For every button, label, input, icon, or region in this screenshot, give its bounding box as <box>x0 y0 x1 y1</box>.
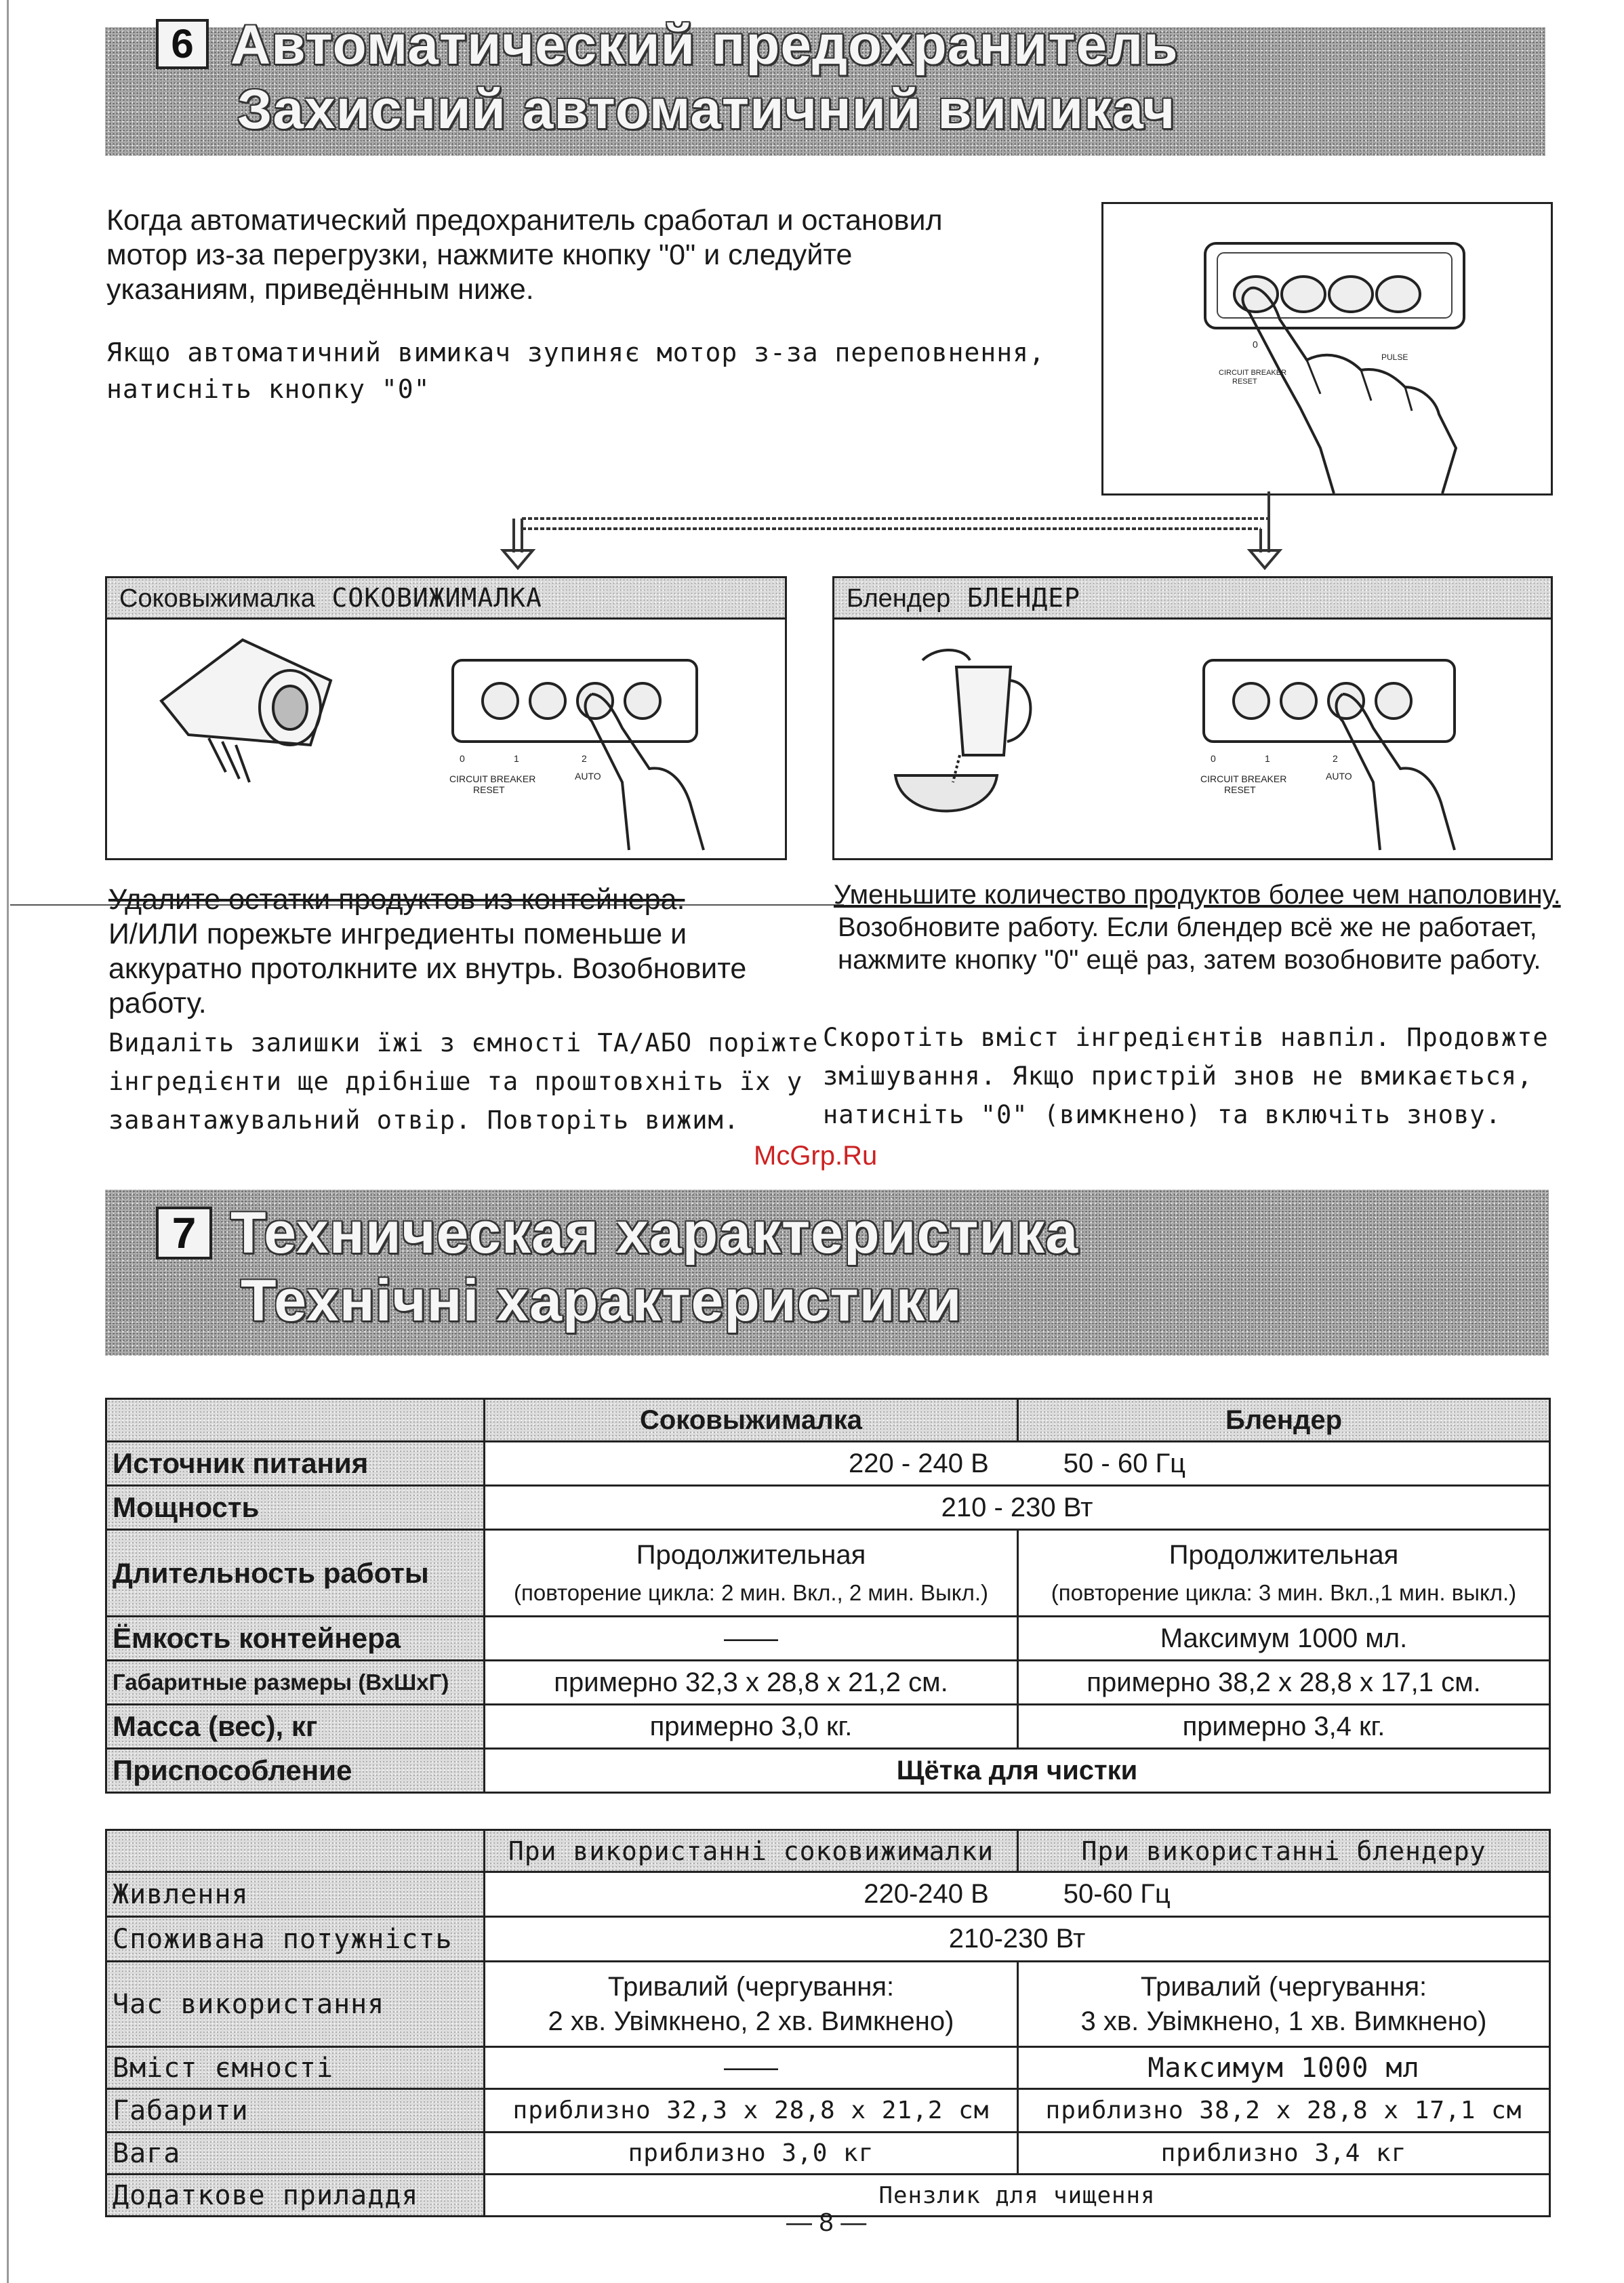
intro-ru-line: мотор из-за перегрузки, нажмите кнопку "0" и следуйте <box>106 239 853 271</box>
blender-ru-line: Уменьшите количество продуктов более чем наполовину. <box>834 880 1561 910</box>
svg-text:RESET: RESET <box>473 784 505 795</box>
svg-text:1: 1 <box>1265 753 1270 764</box>
svg-text:2: 2 <box>582 753 587 764</box>
size-label: Габаритные размеры (ВхШхГ) <box>106 1661 485 1705</box>
duration-juicer <box>485 1530 1018 1617</box>
juicer-ru-line: работу. <box>108 987 207 1019</box>
duration-juicer <box>485 1962 1018 2047</box>
capacity-label: Вміст ємності <box>106 2047 485 2089</box>
label-reset: RESET <box>1232 378 1257 386</box>
duration-label: Длительность работы <box>106 1530 485 1617</box>
juicer-ua-line: інгредієнти ще дрібніше та проштовхніть їх у <box>108 1067 803 1096</box>
mass-blender: примерно 3,4 кг. <box>1018 1705 1550 1749</box>
size-blender: примерно 38,2 х 28,8 х 17,1 см. <box>1018 1661 1550 1705</box>
label-pulse: PULSE <box>1381 352 1408 362</box>
duration-juicer-note: (повторение цикла: 2 мин. Вкл., 2 мин. Выкл.) <box>513 1580 989 1605</box>
section7-number: 7 <box>156 1207 212 1259</box>
label-0: 0 <box>1253 339 1258 350</box>
juicer-ua-line: завантажувальний отвір. Повторіть вижим. <box>108 1106 740 1135</box>
svg-text:CIRCUIT BREAKER: CIRCUIT BREAKER <box>1200 773 1287 784</box>
capacity-blender: Максимум 1000 мл. <box>1018 1617 1550 1661</box>
intro-ua-line: натисніть кнопку "0" <box>106 374 430 404</box>
juicer-ru-line: Удалите остатки продуктов из контейнера. <box>108 883 685 916</box>
spec-table-ua <box>105 1829 1551 2217</box>
svg-text:RESET: RESET <box>1224 784 1256 795</box>
duration-juicer-main: Продолжительная <box>636 1540 866 1570</box>
juicer-ru-line: И/ИЛИ порежьте ингредиенты поменьше и <box>108 918 687 950</box>
blender-ru-line: нажмите кнопку "0" ещё раз, затем возобновите работу. <box>838 945 1541 975</box>
size-juicer: примерно 32,3 х 28,8 х 21,2 см. <box>485 1661 1018 1705</box>
blender-title-ua: БЛЕНДЕР <box>967 583 1080 613</box>
svg-text:AUTO: AUTO <box>1326 771 1352 782</box>
accessory-value: Пензлик для чищення <box>485 2175 1550 2217</box>
watermark: McGrp.Ru <box>754 1141 878 1171</box>
duration-label: Час використання <box>106 1962 485 2047</box>
blender-ru-line: Возобновите работу. Если блендер всё же не работает, <box>838 912 1537 942</box>
duration-blender <box>1018 1962 1550 2047</box>
blender-panel-header <box>834 578 1551 620</box>
duration-juicer-line: 2 хв. Увімкнено, 2 хв. Вимкнено) <box>548 2006 954 2036</box>
blender-drawing-icon <box>834 620 1551 857</box>
juicer-ru-line: аккуратно протолкните их внутрь. Возобновите <box>108 952 747 985</box>
col-juicer: Соковыжималка <box>485 1399 1018 1442</box>
header-empty-cell <box>106 1830 485 1872</box>
power-value <box>485 1872 1550 1917</box>
svg-text:AUTO: AUTO <box>575 771 601 782</box>
power-label: Источник питания <box>106 1442 485 1486</box>
intro-ua-line: Якщо автоматичний вимикач зупиняє мотор з-за переповнення, <box>106 338 1045 367</box>
svg-text:1: 1 <box>514 753 519 764</box>
blender-panel <box>832 576 1553 860</box>
mass-juicer: приблизно 3,0 кг <box>485 2133 1018 2175</box>
svg-text:2: 2 <box>1333 753 1338 764</box>
juicer-panel-header <box>107 578 785 620</box>
intro-ru-line: Когда автоматический предохранитель сработал и остановил <box>106 204 943 237</box>
header-empty-cell <box>106 1399 485 1442</box>
intro-ru-line: указаниям, приведённым ниже. <box>106 273 534 306</box>
col-juicer: При використанні соковижималки <box>485 1830 1018 1872</box>
juicer-drawing-icon <box>107 620 785 857</box>
watt-value: 210 - 230 Вт <box>485 1486 1550 1530</box>
size-juicer: приблизно 32,3 х 28,8 х 21,2 см <box>485 2089 1018 2133</box>
duration-blender-line: Тривалий (чергування: <box>1140 1971 1427 2002</box>
mass-label: Масса (вес), кг <box>106 1705 485 1749</box>
watt-value: 210-230 Вт <box>485 1917 1550 1962</box>
duration-juicer-line: Тривалий (чергування: <box>607 1971 895 2002</box>
juicer-text-ru <box>108 883 746 1021</box>
spec-table-ru <box>105 1398 1551 1794</box>
juicer-text-ua <box>108 1024 818 1139</box>
svg-text:CIRCUIT BREAKER: CIRCUIT BREAKER <box>449 773 536 784</box>
duration-blender-line: 3 хв. Увімкнено, 1 хв. Вимкнено) <box>1080 2006 1487 2036</box>
blender-ua-line: Скоротіть вміст інгредієнтів навпіл. Продовжте <box>823 1023 1549 1052</box>
blender-text-ru <box>834 878 1561 976</box>
mass-juicer: примерно 3,0 кг. <box>485 1705 1018 1749</box>
accessory-label: Додаткове приладдя <box>106 2175 485 2217</box>
section6-number: 6 <box>156 19 209 69</box>
power-volt: 220 - 240 В <box>848 1448 989 1478</box>
power-hz: 50 - 60 Гц <box>1063 1448 1186 1478</box>
power-volt: 220-240 В <box>864 1879 989 1909</box>
duration-blender-note: (повторение цикла: 3 мин. Вкл.,1 мин. выкл.) <box>1051 1580 1517 1605</box>
capacity-juicer: —— <box>485 1617 1018 1661</box>
page-number: — 8 — <box>786 2208 867 2237</box>
capacity-label: Ёмкость контейнера <box>106 1617 485 1661</box>
power-label: Живлення <box>106 1872 485 1917</box>
svg-text:0: 0 <box>1211 753 1216 764</box>
power-value <box>485 1442 1550 1486</box>
col-blender: Блендер <box>1018 1399 1550 1442</box>
section6-title-ru: Автоматический предохранитель <box>230 14 1179 76</box>
blender-text-ua <box>823 1018 1549 1134</box>
blender-ua-line: змішування. Якщо пристрій знов не вмикається, <box>823 1062 1533 1091</box>
svg-text:0: 0 <box>460 753 465 764</box>
section7-title-ru: Техническая характеристика <box>230 1200 1079 1266</box>
watt-label: Споживана потужність <box>106 1917 485 1962</box>
blender-ua-line: натисніть "0" (вимкнено) та включіть знову. <box>823 1100 1501 1129</box>
section7-banner <box>105 1190 1549 1356</box>
label-circuit: CIRCUIT BREAKER <box>1219 369 1287 377</box>
accessory-label: Приспособление <box>106 1749 485 1793</box>
watt-label: Мощность <box>106 1486 485 1530</box>
power-hz: 50-60 Гц <box>1063 1879 1171 1909</box>
capacity-juicer: —— <box>485 2047 1018 2089</box>
mass-label: Вага <box>106 2133 485 2175</box>
section6-title-ua: Захисний автоматичний вимикач <box>237 79 1176 140</box>
flow-arrows <box>0 0 1624 583</box>
juicer-panel <box>105 576 787 860</box>
col-blender: При використанні блендеру <box>1018 1830 1550 1872</box>
juicer-title-ru: Соковыжималка <box>119 584 315 613</box>
accessory-value: Щётка для чистки <box>485 1749 1550 1793</box>
capacity-blender: Максимум 1000 мл <box>1018 2047 1550 2089</box>
juicer-title-ua: СОКОВИЖИМАЛКА <box>331 583 542 613</box>
duration-blender-main: Продолжительная <box>1169 1540 1399 1570</box>
size-blender: приблизно 38,2 х 28,8 х 17,1 см <box>1018 2089 1550 2133</box>
duration-blender <box>1018 1530 1550 1617</box>
blender-title-ru: Блендер <box>847 584 951 613</box>
mass-blender: приблизно 3,4 кг <box>1018 2133 1550 2175</box>
section7-title-ua: Технічні характеристики <box>241 1268 962 1333</box>
juicer-ua-line: Видаліть залишки їжі з ємності ТА/АБО поріжте <box>108 1028 819 1057</box>
size-label: Габарити <box>106 2089 485 2133</box>
